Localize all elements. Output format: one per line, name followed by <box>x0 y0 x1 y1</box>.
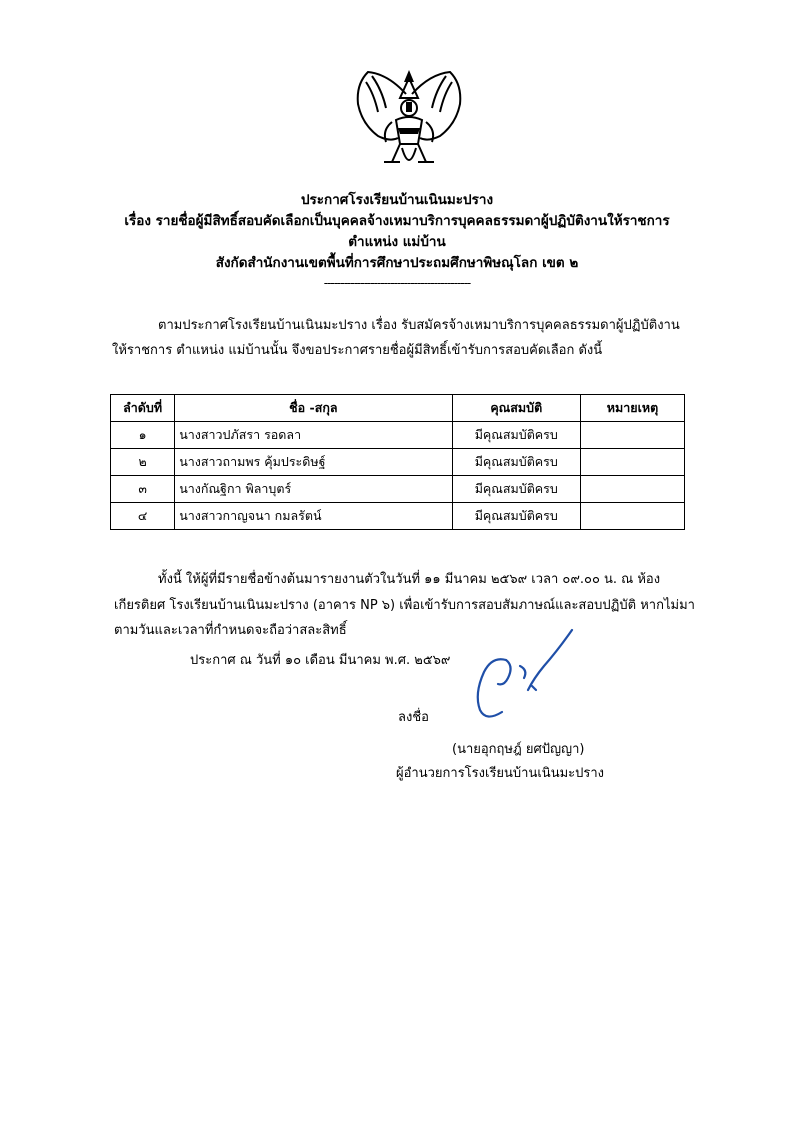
announce-date: ประกาศ ณ วันที่ ๑๐ เดือน มีนาคม พ.ศ. ๒๕๖๙ <box>190 653 451 668</box>
header-divider: -------------------------------------------- <box>323 276 471 290</box>
sign-label: ลงชื่อ <box>398 710 429 725</box>
table-row <box>111 449 685 476</box>
row-no: ๓ <box>111 476 175 503</box>
header-name: ชื่อ -สกุล <box>175 395 452 422</box>
row-note <box>580 449 684 476</box>
signer-name: (นายอุกฤษฎ์ ยศปัญญา) <box>452 742 585 757</box>
row-no: ๒ <box>111 449 175 476</box>
closing-line-1: ทั้งนี้ ให้ผู้ที่มีรายชื่อข้างต้นมารายงานตัวในวันที่ ๑๑ มีนาคม ๒๕๖๙ เวลา ๐๙.๐๐ น. ณ ห้อง <box>158 572 661 587</box>
row-qualification: มีคุณสมบัติครบ <box>452 449 580 476</box>
announcement-title: ประกาศโรงเรียนบ้านเนินมะปราง <box>300 192 494 208</box>
intro-line-1: ตามประกาศโรงเรียนบ้านเนินมะปราง เรื่อง รับสมัครจ้างเหมาบริการบุคคลธรรมดาผู้ปฏิบัติงาน <box>158 318 680 333</box>
announcement-affiliation: สังกัดสำนักงานเขตพื้นที่การศึกษาประถมศึกษาพิษณุโลก เขต ๒ <box>215 255 579 271</box>
header-no: ลำดับที่ <box>111 395 175 422</box>
row-note <box>580 476 684 503</box>
row-name: นางสาวกาญจนา กมลรัตน์ <box>175 503 452 530</box>
row-qualification: มีคุณสมบัติครบ <box>452 476 580 503</box>
handwritten-signature <box>462 626 580 726</box>
table-row <box>111 503 685 530</box>
row-no: ๔ <box>111 503 175 530</box>
table-header-row <box>111 395 685 422</box>
candidate-table <box>110 394 685 530</box>
row-qualification: มีคุณสมบัติครบ <box>452 503 580 530</box>
table-row <box>111 422 685 449</box>
header-qualification: คุณสมบัติ <box>452 395 580 422</box>
garuda-emblem-icon <box>348 64 470 176</box>
announcement-subject: เรื่อง รายชื่อผู้มีสิทธิ์สอบคัดเลือกเป็นบุคคลจ้างเหมาบริการบุคคลธรรมดาผู้ปฏิบัติงานให้ราชการ <box>124 213 670 229</box>
row-name: นางสาวปภัสรา รอดลา <box>175 422 452 449</box>
row-name: นางกัณฐิกา พิลาบุตร์ <box>175 476 452 503</box>
announcement-position: ตำแหน่ง แม่บ้าน <box>348 234 446 250</box>
row-name: นางสาวถามพร คุ้มประดิษฐ์ <box>175 449 452 476</box>
signer-position: ผู้อำนวยการโรงเรียนบ้านเนินมะปราง <box>396 766 605 781</box>
row-no: ๑ <box>111 422 175 449</box>
row-note <box>580 422 684 449</box>
closing-line-3: ตามวันและเวลาที่กำหนดจะถือว่าสละสิทธิ์ <box>114 623 347 638</box>
closing-line-2: เกียรติยศ โรงเรียนบ้านเนินมะปราง (อาคาร NP ๖) เพื่อเข้ารับการสอบสัมภาษณ์และสอบปฏิบัติ หากไม่มา <box>114 598 695 613</box>
row-qualification: มีคุณสมบัติครบ <box>452 422 580 449</box>
header-note: หมายเหตุ <box>580 395 684 422</box>
table-row <box>111 476 685 503</box>
intro-line-2: ให้ราชการ ตำแหน่ง แม่บ้านนั้น จึงขอประกาศรายชื่อผู้มีสิทธิ์เข้ารับการสอบคัดเลือก ดังนี้ <box>112 343 603 358</box>
row-note <box>580 503 684 530</box>
